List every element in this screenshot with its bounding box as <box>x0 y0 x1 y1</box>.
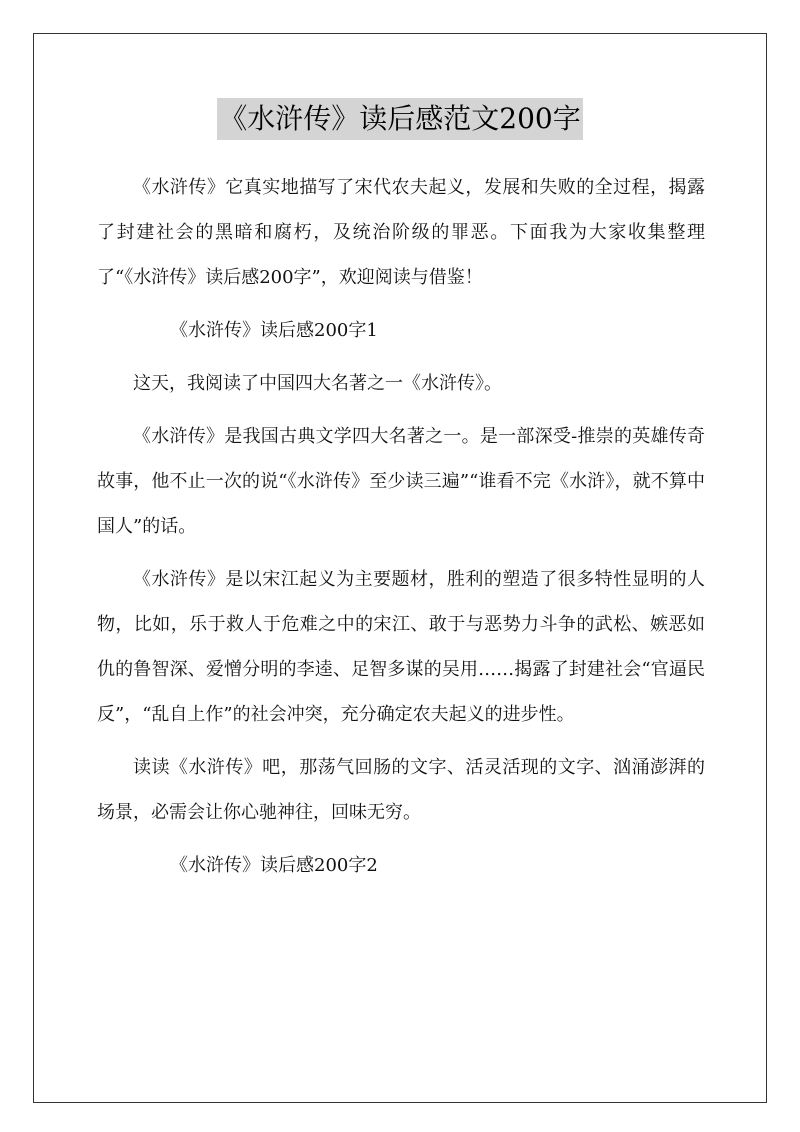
document-title: 《水浒传》读后感范文200字 <box>217 98 582 140</box>
document-body <box>97 165 705 896</box>
body-paragraph: 《水浒传》是以宋江起义为主要题材，胜利的塑造了很多特性显明的人物，比如，乐于救人于危难之中的宋江、敢于与恶势力斗争的武松、嫉恶如仇的鲁智深、爱憎分明的李逵、足智多谋的吴用……揭露了封建社会“官逼民反”，“乱自上作”的社会冲突，充分确定农夫起义的进步性。 <box>97 569 705 725</box>
body-paragraph: 这天，我阅读了中国四大名著之一《水浒传》。 <box>133 373 502 394</box>
title-container <box>0 98 800 140</box>
section-heading-1: 《水浒传》读后感200字1 <box>170 320 378 341</box>
section-heading-2: 《水浒传》读后感200字2 <box>170 855 378 876</box>
intro-paragraph: 《水浒传》它真实地描写了宋代农夫起义，发展和失败的全过程，揭露了封建社会的黑暗和腐朽，及统治阶级的罪恶。下面我为大家收集整理了“《水浒传》读后感200字”，欢迎阅读与借鉴！ <box>97 177 705 288</box>
body-paragraph: 读读《水浒传》吧，那荡气回肠的文字、活灵活现的文字、汹涌澎湃的场景，必需会让你心驰神往，回味无穷。 <box>97 757 705 823</box>
body-paragraph: 《水浒传》是我国古典文学四大名著之一。是一部深受-推崇的英雄传奇故事，他不止一次的说“《水浒传》至少读三遍”“谁看不完《水浒》，就不算中国人”的话。 <box>97 426 705 537</box>
